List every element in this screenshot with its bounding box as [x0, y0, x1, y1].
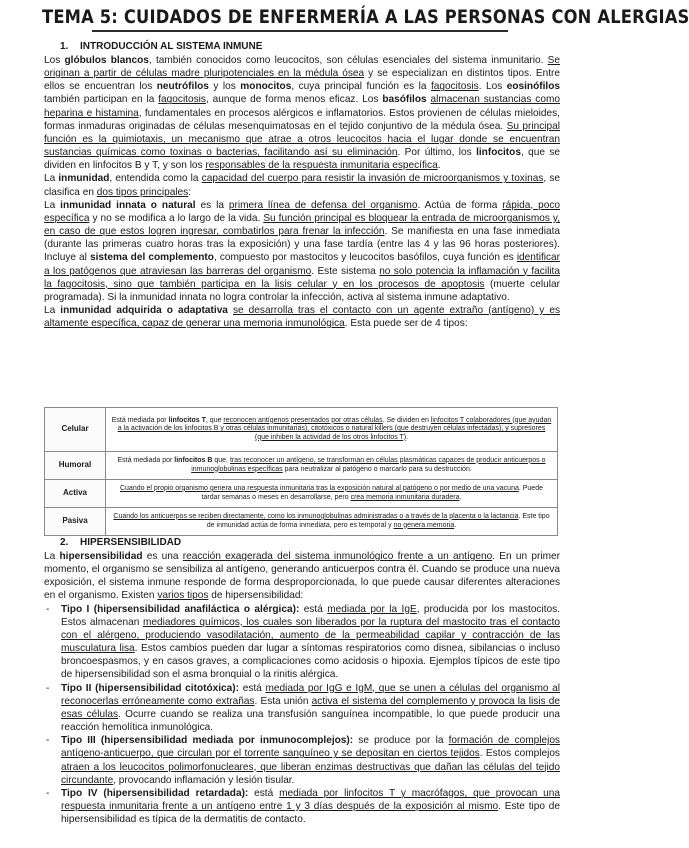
- row-header: Humoral: [45, 452, 106, 480]
- list-item: [44, 603, 560, 682]
- text-run: es la: [195, 199, 229, 211]
- underlined-text: primera línea de defensa del organismo: [228, 199, 418, 211]
- list-dash: -: [46, 682, 50, 694]
- text-run: :: [188, 186, 192, 198]
- text-run: , que: [205, 416, 224, 424]
- underlined-text: mediada por la IgE: [327, 603, 417, 615]
- row-description: [106, 452, 558, 480]
- underlined-text: Su principal función es la quimiotaxis, un mecanismo que atrae a otros leucocitos hacia el lugar donde se encuentran sustancias químicas como toxinas o bacterias, facilitando así su eliminación: [44, 120, 560, 159]
- underlined-text: fagocitosis: [430, 81, 479, 93]
- section-heading-introduccion: [60, 41, 262, 52]
- text-run: de hipersensibilidad:: [208, 590, 304, 602]
- underlined-text: mediadores químicos, los cuales son liberados por la ruptura del mastocito tras el contacto con el alérgeno, produciendo vasodilatación, aumento de la permeabilidad capilar y contracción de las musculatura lisa: [61, 616, 560, 655]
- text-run: , provocando inflamación y lesión tisular.: [113, 774, 295, 786]
- bold-term: inmunidad adquirida o adaptativa: [60, 304, 228, 316]
- table-row: [45, 408, 558, 452]
- text-run: , fundamentales en procesos alérgicos e inflamatorios. Estos provienen de células mieloides, formas inmaduras originadas de células mesenquimatosas en el tejido conjuntivo de la médula ósea.: [44, 107, 560, 132]
- bold-term: Tipo II (hipersensibilidad citotóxica):: [61, 682, 240, 694]
- section-number: 2.: [60, 537, 69, 548]
- text-run: y no se modifica a lo largo de la vida.: [89, 212, 264, 224]
- section-body-hipersensibilidad: [44, 550, 560, 826]
- bold-term: Tipo III (hipersensibilidad mediada por inmunocomplejos):: [61, 735, 354, 747]
- section-title: HIPERSENSIBILIDAD: [80, 537, 182, 548]
- hypersensitivity-types-list: [44, 603, 560, 827]
- underlined-text: rápida, poco específica: [44, 199, 560, 224]
- text-run: . Se manifiesta en una fase inmediata (durante las primeras cuatro horas tras la exposición) y una fase tardía (entre las 4 y las 96 horas posteriores). Incluye al: [44, 226, 560, 264]
- underlined-text: atraen a los leucocitos polimorfonucleares, que liberan enzimas destructivas que dañan las células del tejido circundante: [61, 761, 560, 786]
- list-dash: -: [46, 603, 50, 615]
- text-run: . Puede tardar semanas o meses en desarrollarse, pero: [201, 484, 543, 501]
- paragraph-inmunidad: [44, 172, 560, 198]
- list-dash: -: [46, 787, 50, 799]
- text-run: Está mediada por: [117, 456, 175, 464]
- paragraph-inmunidad-adquirida: [44, 304, 560, 330]
- underlined-text: almacenan sustancias como heparina e histamina: [44, 94, 560, 119]
- text-run: está: [239, 682, 266, 694]
- table-row: [45, 508, 558, 536]
- text-run: Los: [44, 55, 65, 66]
- underlined-text: Se originan a partir de células madre pluripotenciales en la médula ósea: [44, 55, 560, 80]
- text-run: . Estos complejos: [479, 748, 560, 760]
- section-heading-hipersensibilidad: [60, 537, 181, 548]
- underlined-text: activa el sistema del complemento y provoca la lisis de esas células: [61, 695, 560, 720]
- underlined-text: crea memoria inmunitaria duradera: [350, 493, 460, 501]
- section-number: 1.: [60, 41, 69, 52]
- text-run: .: [459, 493, 462, 501]
- page-title: TEMA 5: CUIDADOS DE ENFERMERÍA A LAS PERSONAS CON ALERGIAS: [42, 6, 689, 28]
- immunity-types-table: [44, 407, 558, 536]
- text-run: . Estos cambios pueden dar lugar a síntomas respiratorios como disnea, sibilancias o incluso broncoespasmos, y en casos graves, a complicaciones como acidosis o hipoxia. Ejemplos típicos de este tipo de hipersensibilidad son el asma bronquial o la rinitis alérgica.: [61, 643, 560, 681]
- underlined-text: reconocen antígenos presentados por otras células: [223, 416, 383, 424]
- text-run: que,: [212, 456, 230, 464]
- underlined-text: identificar a los patógenos que atraviesan las barreras del organismo: [44, 252, 561, 277]
- bold-term: Tipo I (hipersensibilidad anafiláctica o alérgica):: [61, 603, 300, 615]
- text-run: , también conocidos como leucocitos, son células esenciales del sistema inmunitario.: [148, 55, 548, 66]
- underlined-text: no solo potencia la inflamación y facilita la fagocitosis, sino que también participa en la lisis celular y en los procesos de apoptosis: [44, 265, 560, 290]
- underlined-text: reacción exagerada del sistema inmunológico frente a un antígeno: [182, 551, 493, 562]
- bold-term: inmunidad: [58, 173, 110, 185]
- row-header: Pasiva: [45, 508, 106, 536]
- text-run: . En un primer momento, el organismo se sensibiliza al antígeno, generando anticuerpos contra él. Cuando se produce una nueva exposición, el sistema inmune responde de forma desproporcionada, lo que puede causar diferentes alteraciones en el organismo. Existen: [44, 551, 560, 602]
- text-run: , producida por los mastocitos. Estos almacenan: [61, 603, 560, 628]
- row-header: Celular: [45, 408, 106, 452]
- underlined-text: mediada por IgG e IgM, que se unen a células del organismo al reconocerlas erróneamente como extrañas: [61, 682, 561, 707]
- text-run: . Este tipo de hipersensibilidad es típica de la dermatitis de contacto.: [61, 800, 560, 826]
- text-run: y se especializan en distintos tipos. Entre ellos se encuentran los: [44, 68, 560, 93]
- underlined-text: se desarrolla tras el contacto con un agente extraño (antígeno) y es altamente específica, capaz de generar una memoria inmunológica: [44, 304, 560, 330]
- bold-term: linfocitos T: [168, 416, 206, 424]
- underlined-text: fagocitosis: [158, 94, 206, 106]
- list-dash: -: [46, 735, 50, 747]
- text-run: está: [248, 787, 280, 799]
- paragraph-hipersensibilidad-intro: [44, 550, 560, 603]
- text-run: , cuya principal función es la: [291, 81, 431, 93]
- bold-term: sistema del complemento: [90, 252, 214, 264]
- text-run: está: [299, 603, 328, 615]
- text-run: se produce por la: [353, 735, 449, 747]
- list-item: [44, 787, 560, 826]
- text-run: . Los: [478, 81, 507, 93]
- underlined-text: no genera memoria: [393, 521, 455, 529]
- list-item: [44, 734, 560, 787]
- section-body-introduccion: [44, 54, 560, 330]
- list-item: [44, 682, 560, 735]
- underlined-text: responsables de la respuesta inmunitaria específica: [205, 160, 438, 172]
- text-run: . Ocurre cuando se realiza una transfusión sanguínea incompatible, lo que puede producir una reacción hemolítica inmunológica.: [61, 708, 561, 734]
- bold-term: neutrófilos: [156, 81, 209, 93]
- text-run: , compuesto por mastocitos y leucocitos basófilos, cuya función es: [213, 252, 517, 264]
- text-run: también participan en la: [44, 94, 159, 106]
- text-run: para neutralizar al patógeno o marcarlo para su destrucción.: [282, 465, 472, 473]
- bold-term: glóbulos blancos: [64, 55, 149, 66]
- table-row: [45, 452, 558, 480]
- text-run: . Por último, los: [397, 147, 477, 159]
- text-run: , se clasifica en: [44, 173, 560, 198]
- text-run: La: [44, 173, 59, 185]
- text-run: . Esta puede ser de 4 tipos:: [344, 318, 468, 330]
- underlined-text: capacidad del cuerpo para resistir la invasión de microorganismos y toxinas: [201, 173, 544, 185]
- title-underline: [92, 30, 508, 32]
- underlined-text: Cuando el propio organismo genera una respuesta inmunitaria tras la exposición natural al patógeno o por medio de una vacuna: [119, 484, 519, 492]
- text-run: .: [437, 160, 441, 172]
- underlined-text: tras reconocer un antígeno, se transforman en células plasmáticas capaces de producir anticuerpos o inmunoglobulinas específicas: [191, 456, 546, 473]
- bold-term: monocitos: [240, 81, 292, 93]
- row-description: [106, 508, 558, 536]
- underlined-text: dos tipos principales: [96, 186, 189, 198]
- text-run: .: [406, 433, 409, 441]
- bold-term: basófilos: [382, 94, 427, 106]
- paragraph-globulos-blancos: [44, 54, 560, 172]
- underlined-text: formación de complejos antígeno-anticuerpo, que circulan por el torrente sanguíneo y se depositan en ciertos tejidos: [61, 735, 560, 760]
- paragraph-inmunidad-innata: [44, 199, 560, 304]
- section-title: INTRODUCCIÓN AL SISTEMA INMUNE: [80, 41, 263, 52]
- text-run: (muerte celular programada). Si la inmunidad innata no logra controlar la infección, activa al sistema inmune adaptativo.: [44, 278, 560, 303]
- bold-term: hipersensibilidad: [59, 551, 143, 562]
- text-run: . Este tipo de inmunidad actúa de forma inmediata, pero es temporal y: [206, 512, 550, 529]
- table-row: [45, 480, 558, 508]
- underlined-text: Su función principal es bloquear la entrada de microorganismos y, en caso de que estos logren ingresar, combatirlos para frenar la infección: [44, 212, 561, 238]
- underlined-text: Cuando los anticuerpos se reciben directamente, como los inmunoglobulinas administradas o a través de la placenta o la lactancia: [113, 512, 519, 520]
- row-description: [106, 408, 558, 452]
- text-run: , que se dividen en linfocitos B y T, y son los: [44, 147, 560, 172]
- text-run: y los: [208, 81, 241, 93]
- underlined-text: linfocitos T colaboradores (que ayudan a la activación de los linfocitos B y otras células inmunitarias), citotóxicos o natural killers (que destruyen células infectadas), y supresores (que inhiben la actividad de los otros linfocitos T): [117, 416, 552, 441]
- text-run: La: [44, 304, 61, 316]
- text-run: , entendida como la: [109, 173, 202, 185]
- text-run: . Esta unión: [254, 695, 312, 707]
- bold-term: Tipo IV (hipersensibilidad retardada):: [61, 787, 249, 799]
- bold-term: eosinófilos: [506, 81, 561, 93]
- bold-term: inmunidad innata o natural: [60, 199, 196, 211]
- text-run: La: [44, 199, 61, 211]
- underlined-text: varios tipos: [157, 590, 209, 602]
- text-run: es una: [142, 551, 183, 562]
- row-description: [106, 480, 558, 508]
- text-run: . Se dividen en: [382, 416, 431, 424]
- text-run: . Actúa de forma: [417, 199, 503, 211]
- bold-term: linfocitos: [476, 147, 521, 159]
- bold-term: linfocitos B: [174, 456, 213, 464]
- text-run: , aunque de forma menos eficaz. Los: [205, 94, 383, 106]
- text-run: .: [454, 521, 457, 529]
- text-run: La: [44, 551, 60, 562]
- underlined-text: mediada por linfocitos T y macrófagos, que provocan una respuesta inmunitaria frente a un antígeno entre 1 y 3 días después de la exposición al mismo: [61, 787, 561, 812]
- text-run: Está mediada por: [111, 416, 169, 424]
- row-header: Activa: [45, 480, 106, 508]
- text-run: . Este sistema: [311, 265, 380, 277]
